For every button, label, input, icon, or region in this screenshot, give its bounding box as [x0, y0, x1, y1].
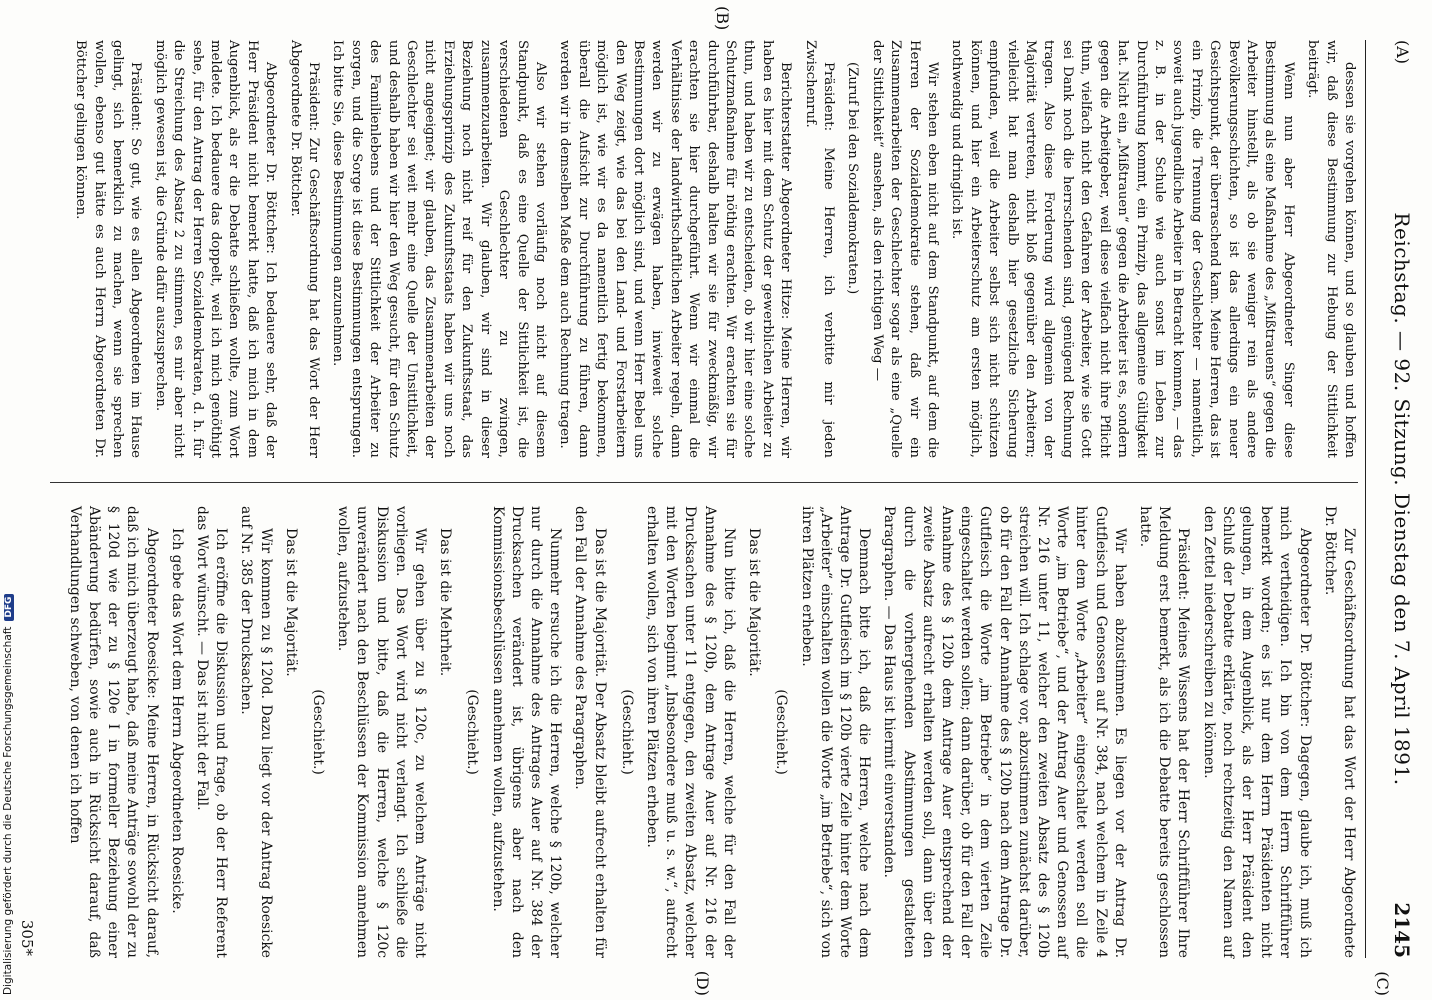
- paragraph: Zur Geschäftsordnung hat das Wort der Herr Abgeordnete Dr. Böttcher.: [1321, 506, 1357, 958]
- stage-direction: (Geschieht.): [310, 689, 327, 775]
- paragraph: Das ist die Majorität.: [282, 528, 299, 677]
- paragraph: Wenn nun aber Herr Abgeordneter Singer diese Bestimmung als eine Maßnahme des „Mißtrauens“ gegen die Arbeiter hinstellt, als ob sie weniger rein als andere Bevölkerungsschichten, so ist das allerdings ein neuer Gesichtspunkt, der überraschend kam. Meine Herren, das ist ein Prinzip, die Trennung der Geschlechter — namentlich, soweit auch jugendliche Arbeiter in Betracht kommen, — das z. B. in der Schule wie auch sonst im Leben zur Durchführung kommt, ein Prinzip, das allgemeine Gültigkeit hat. Nicht ein „Mißtrauen“ gegen die Arbeiter ist es, sondern gegen die Arbeitgeber, weil diese vielfach nicht ihre Pflicht thun, vielfach nicht den Gefahren der Arbeiter, wie sie Gott sei Dank noch die herrschenden sind, genügend Rechnung tragen. Also diese Forderung wird allgemein von der Majorität vertreten, nicht bloß gegenüber den Arbeitern; vielleicht hat man deshalb hier gesetzliche Sicherung empfunden, weil die Arbeiter selbst sich nicht schützen können, und hier ein Arbeiterschutz am ersten möglich, nothwendig und dringlich ist.: [949, 40, 1296, 458]
- credit-strip: [0, 0, 20, 1000]
- credit-line: Digitalisierung gefördert durch die Deutsche Forschungsgemeinschaft: [2, 626, 14, 995]
- paragraph: Ich gebe das Wort dem Herrn Abgeordneten Roesicke.: [168, 528, 185, 914]
- paragraph: Ich eröffne die Diskussion und frage, ob der Herr Referent das Wort wünscht. — Das ist nicht der Fall.: [194, 506, 230, 958]
- credit-text: [2, 594, 14, 995]
- paragraph: Das ist die Mehrheit.: [437, 528, 454, 677]
- stage-direction: (Geschieht.): [618, 689, 635, 775]
- paragraph: Abgeordneter Roesicke: Meine Herren, in Rücksicht darauf, daß ich mich überzeugt habe, daß meine Anträge sowohl der zu § 120d wie der zu § 120e I in formeller Beziehung einer Abänderung bedürfen, sowie auch in Rücksicht darauf, daß Verhandlungen schweben, von denen ich hoffen: [66, 506, 160, 958]
- margin-marker-d: (D): [693, 970, 712, 996]
- paragraph: Präsident: Zur Geschäftsordnung hat das Wort der Herr Abgeordnete Dr. Böttcher.: [287, 40, 322, 458]
- paragraph: Das ist die Majorität. Der Absatz bleibt aufrecht erhalten für den Fall der Annahme des Paragraphen.: [572, 506, 608, 958]
- stage-direction: (Geschieht.): [464, 689, 481, 775]
- paragraph: Wir haben abzustimmen. Es liegen vor der Antrag Dr. Gutfleisch und Genossen auf Nr. 384, nach welchem in Zeile 4 hinter dem Worte „Arbeiter“ eingeschaltet werden soll die Worte „im Betriebe“, und der Antrag Auer und Genossen auf Nr. 216 unter 11, welcher den zweiten Absatz des § 120b streichen will. Ich schlage vor, abzustimmen zunächst darüber, ob für den Fall der Annahme des § 120b nach dem Antrage Dr. Gutfleisch die Worte „im Betriebe“ in dem vierten Zeile eingeschaltet werden sollen; dann darüber, ob für den Fall der Annahme des § 120b dem Antrage Auer entsprechend der zweite Absatz aufrecht erhalten werden soll, dann über den durch die vorhergehenden Abstimmungen gestalteten Paragraphen. — Das Haus ist hiermit einverstanden.: [881, 506, 1128, 958]
- margin-marker-b: (B): [713, 6, 732, 31]
- paragraph: Demnach bitte ich, daß die Herren, welche nach dem Antrage Dr. Gutfleisch im § 120b vierte Zeile hinter dem Worte „Arbeiter“ einschalten wollen die Worte „im Betriebe“, sich von ihren Plätzen erheben.: [798, 506, 873, 958]
- paragraph: Wir kommen zu § 120d. Dazu liegt vor der Antrag Roesicke auf Nr. 385 der Drucksachen.: [238, 506, 274, 958]
- paragraph: Abgeordneter Dr. Böttcher: Ich bedauere sehr, daß der Herr Präsident nicht bemerkt hatte, daß ich mich in dem Augenblick, als er die Debatte schließen wollte, zum Wort meldete. Ich bedauere das doppelt, weil ich mich genöthigt sehe, für den Antrag der Herren Sozialdemokraten, d. h. für die Streichung des Absatz 2 zu stimmen, es mir aber nicht möglich gewesen ist, die Gründe dafür auszusprechen.: [152, 40, 279, 458]
- margin-marker-a: (A): [1393, 40, 1412, 65]
- paragraph: Berichterstatter Abgeordneter Hitze: Meine Herren, wir haben es hier mit dem Schutz der gewerblichen Arbeiter zu thun, und haben wir zu entscheiden, ob wir hier eine solche Schutzmaßnahme für nöthig erachten. Wir erachten sie für durchführbar, deshalb halten wir sie für zweckmäßig, wir erachten sie hier durchgeführt. Wenn wir einmal die Verhältnisse der landwirthschaftlichen Arbeiter regeln, dann werden wir zu erwägen haben, inwieweit solche Bestimmungen dort möglich sind, und wenn Herr Bebel uns den Weg zeigt, wie das bei den Land- und Forstarbeitern möglich ist, wie wir es da namentlich fertig bekommen, überall die Aufsicht zur Durchführung zu führen, dann werden wir in demselben Maße dem auch Rechnung tragen.: [557, 40, 794, 458]
- signature-mark: 305*: [18, 919, 36, 956]
- paragraph: Präsident: Meine Herren, ich verbitte mir jeden Zwischenruf.: [802, 40, 837, 458]
- paragraph: Das ist die Majorität.: [746, 528, 763, 677]
- paragraph: dessen sie vorgehen können, und so glauben und hoffen wir, daß diese Bestimmung zur Hebung der Sittlichkeit beiträgt.: [1305, 40, 1357, 458]
- column-divider: [50, 482, 1358, 483]
- page-number: 2145: [1390, 902, 1414, 958]
- paragraph: Wir gehen über zu § 120c, zu welchem Anträge nicht vorliegen. Das Wort wird nicht verlangt. Ich schließe die Diskussion und bitte, daß die Herren, welche § 120c unverändert nach den Beschlüssen der Kommission annehmen wollen, aufzustehen.: [335, 506, 429, 958]
- page-header: [1365, 40, 1422, 958]
- stage-direction: (Geschieht.): [773, 689, 790, 775]
- paragraph: Wir stehen eben nicht auf dem Standpunkt, auf dem die Herren der Sozialdemokratie stehen, daß wir ein Zusammenarbeiten der Geschlechter sogar als eine „Quelle der Sittlichkeit“ ansehen, als den richtigen Weg —: [869, 40, 941, 458]
- page-title: Reichstag. — 92. Sitzung. Dienstag den 7. April 1891.: [1390, 212, 1414, 786]
- paragraph: Präsident: So gut, wie es allen Abgeordneten im Hause gelingt, sich bemerklich zu machen, wenn sie sprechen wollen, ebenso gut hätte es auch Herrn Abgeordneten Dr. Böttcher gelingen können.: [73, 40, 144, 458]
- left-column: [40, 40, 1358, 458]
- paragraph: Nunmehr ersuche ich die Herren, welche § 120b, welcher nur durch die Annahme des Antrages Auer auf Nr. 384 der Drucksachen verändert ist, übrigens aber nach den Kommissionsbeschlüssen annehmen wollen, aufzustehen.: [489, 506, 564, 958]
- paragraph: Nun bitte ich, daß die Herren, welche für den Fall der Annahme des § 120b, dem Antrage Auer auf Nr. 216 der Drucksachen unter 11 entgegen, den zweiten Absatz, welcher mit den Worten beginnt „Insbesondere muß u. s. w.“, aufrecht erhalten wollen, sich von ihren Plätzen erheben.: [644, 506, 737, 958]
- paragraph: (Zuruf bei den Sozialdemokraten.): [845, 62, 861, 295]
- right-column: [40, 506, 1358, 958]
- margin-marker-c: (C): [1373, 971, 1392, 996]
- dfg-logo: DFG: [4, 594, 14, 621]
- paragraph: Also wir stehen vorläufig noch nicht auf diesem Standpunkt, daß es eine Quelle der Sittlichkeit ist, die verschiedenen Geschlechter zu zwingen, zusammenzuarbeiten. Wir glauben, wir sind in dieser Beziehung noch nicht reif für den Zukunftsstaat, das Erziehungsprinzip des Zukunftsstaats haben wir uns noch nicht angeeignet; wir glauben, das Zusammenarbeiten der Geschlechter sei weit mehr eine Quelle der Unsittlichkeit, und deshalb haben wir hier den Weg gesucht, für den Schutz des Familienlebens und der Sittlichkeit der Arbeiter zu sorgen, und die Sorge ist diese Bestimmungen entsprungen. Ich bitte Sie, diese Bestimmungen anzunehmen.: [330, 40, 548, 458]
- paragraph: Abgeordneter Dr. Böttcher: Dagegen, glaube ich, muß ich mich vertheidigen. Ich bin von dem Herrn Schriftführer bemerkt worden; es ist nur dem Herrn Präsidenten nicht gelungen, in dem Augenblick, als der Herr Präsident den Schluß der Debatte erklärte, noch rechtzeitig den Namen auf den Zettel niederschreiben zu können.: [1200, 506, 1313, 958]
- paragraph: Präsident: Meines Wissens hat der Herr Schriftführer Ihre Meldung erst bemerkt, als ich die Debatte bereits geschlossen hatte.: [1136, 506, 1192, 958]
